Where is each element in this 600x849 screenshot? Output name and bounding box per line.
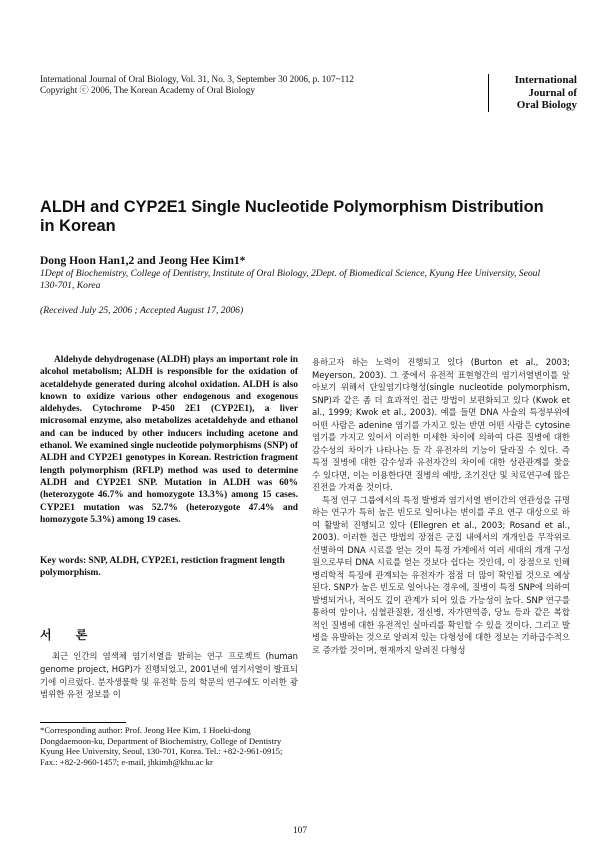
journal-name-line: International xyxy=(514,74,577,86)
keywords: Key words: SNP, ALDH, CYP2E1, restiction fragment length polymorphism. xyxy=(40,556,285,579)
journal-name-box xyxy=(488,74,577,112)
corresponding-author-footnote: *Corresponding author: Prof. Jeong Hee Kim, 1 Hoeki-dong Dongdaemoon-ku, Department of Biochemistry, College of Dentistry Kyung Hee University, Seoul, 130-701, Korea. Tel.: +82-2-961-0915; Fax.: +82-2-960-1457; e-mail, jhkimh@khu.ac kr xyxy=(40,725,283,767)
body-text-right xyxy=(312,356,570,656)
page-number: 107 xyxy=(292,826,308,836)
paper-title: ALDH and CYP2E1 Single Nucleotide Polymorphism Distribution in Korean xyxy=(40,198,544,235)
abstract: Aldehyde dehydrogenase (ALDH) plays an important role in alcohol metabolism; ALDH is responsible for the oxidation of acetaldehyde generated during alcohol oxidation. ALDH is also known to oxidize various other endogenous and exogenous aldehydes. Cytochrome P-450 2E1 (CYP2E1), a liver microsomal enzyme, also metabolizes acetaldehyde and ethanol and can be induced by other inducers including acetone and ethanol. We examined single nucleotide polymorphisms (SNP) of ALDH and CYP2E1 genotypes in Korean. Restriction fragment length polymorphism (RFLP) method was used to determine ALDH and CYP2E1 SNP. Mutation in ALDH was 60% (heterozygote 46.7% and homozygote 13.3%) among 15 cases. CYP2E1 mutation was 52.7% (heterozygote 47.4% and homozygote 5.3%) among 19 cases. xyxy=(40,355,298,525)
affiliation: 1Dept of Biochemistry, College of Dentistry, Institute of Oral Biology, 2Dept. of Biomedical Science, Kyung Hee University, Seoul 130-701, Korea xyxy=(40,268,541,291)
section-heading: 서 론 xyxy=(40,628,98,642)
copyright-line: Copyright ⓒ 2006, The Korean Academy of Oral Biology xyxy=(40,85,255,95)
received-dates: (Received July 25, 2006 ; Accepted August 17, 2006) xyxy=(40,305,244,316)
author-list: Dong Hoon Han1,2 and Jeong Hee Kim1* xyxy=(40,255,246,267)
body-text-left: 최근 인간의 염색체 염기서열을 밝히는 연구 프로젝트 (human genome project, HGP)가 진행되었고, 2001년에 염기서열이 발표되기에 이르렀다. 분자생물학 및 유전학 등의 학문의 연구에도 이러한 광범위한 유전 정보를 이 xyxy=(40,651,298,700)
journal-citation: International Journal of Oral Biology, Vol. 31, No. 3, September 30 2006, p. 107~112 xyxy=(40,74,354,84)
footnote-divider xyxy=(40,722,126,723)
journal-name-line: Oral Biology xyxy=(516,99,577,111)
paragraph: 용하고자 하는 노력이 진행되고 있다 (Burton et al., 2003; Meyerson, 2003). 그 중에서 유전적 표현형간의 염기서열변이를 알아보기 위해서 단일염기다형성(single nucleotide polymorphism, SNP)과 같은 좀 더 효과적인 접근 방법이 보편화되고 있다 (Kwok et al., 1999; Kwok et al., 2003). 예를 들면 DNA 사슬의 특정부위에 어떤 사람은 adenine 염기를 가지고 있는 반면 어떤 사람은 cytosine 염기를 가지고 있어서 이러한 미세한 차이에 의하여 다른 질병에 대한 감수성의 차이가 나타나는 등 각 유전자의 기능이 달라질 수 있다. 즉 특정 질병에 대한 감수성과 유전자간의 차이에 대한 상관관계를 찾을 수 있다면, 이는 이용한다면 질병의 예방, 조기진단 및 치료연구에 많은 진전을 가져올 것이다. xyxy=(312,357,570,492)
journal-name-line: Journal of xyxy=(528,86,577,99)
paragraph: 특정 연구 그룹에서의 특정 발병과 염기서열 변이간의 연관성을 규명하는 연구가 특히 높은 빈도로 일어나는 변이를 주요 연구 대상으로 하여 활발히 진행되고 있다 (Ellegren et al., 2003; Rosand et al., 2003). 이러한 접근 방법의 장점은 군집 내에서의 개개인을 무작위로 선별하여 DNA 시료를 얻는 것이 특정 가계에서 여러 세대의 개개 구성원으로부터 DNA 시료를 얻는 것보다 쉽다는 것인데, 이 장점으로 인해 병리학적 특징에 관계되는 유전자가 점점 더 많이 확인될 것으로 예상된다. SNP가 높은 빈도로 일어나는 경우에, 질병이 특정 SNP에 의하여 발병되거나, 적어도 깊이 관계가 되어 있을 가능성이 높다. SNP 연구를 통하여 암이나, 심혈관질환, 정신병, 자가면역증, 당뇨 등과 같은 복합적인 질병에 대한 유전적인 실마리를 확인할 수 있을 것이다. 그리고 발병을 유발하는 것으로 알려져 있는 다형성에 대한 정보는 기하급수적으로 증가할 것이며, 현재까지 알려진 다형성 xyxy=(312,494,570,655)
